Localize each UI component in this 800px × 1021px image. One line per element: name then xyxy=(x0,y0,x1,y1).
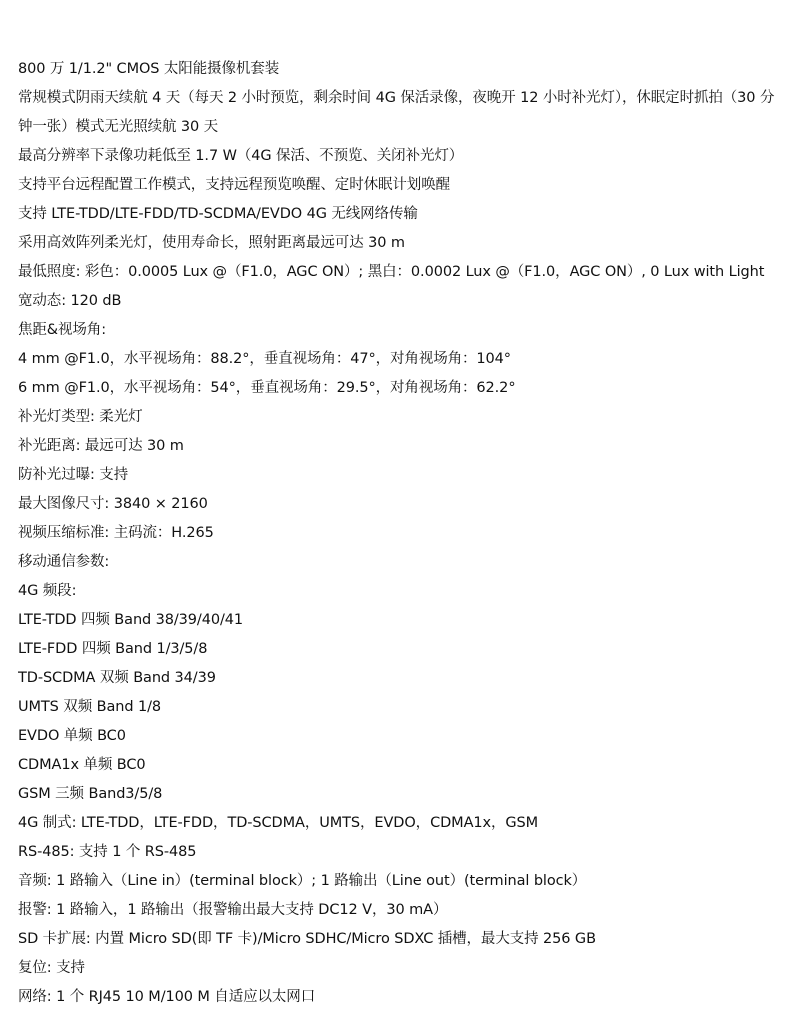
spec-line-title: 800 万 1/1.2" CMOS 太阳能摄像机套装 xyxy=(18,61,280,77)
spec-line-sd-card: SD 卡扩展: 内置 Micro SD(即 TF 卡)/Micro SDHC/Micro SDXC 插槽，最大支持 256 GB xyxy=(18,931,596,947)
spec-line-remote-config: 支持平台远程配置工作模式，支持远程预览唤醒、定时休眠计划唤醒 xyxy=(18,177,450,193)
spec-line-light: 采用高效阵列柔光灯，使用寿命长，照射距离最远可达 30 m xyxy=(18,235,405,251)
spec-line-focal-heading: 焦距&视场角: xyxy=(18,322,106,338)
spec-line-mobile-heading: 移动通信参数: xyxy=(18,554,110,570)
spec-line-battery-mode: 常规模式阴雨天续航 4 天（每天 2 小时预览，剩余时间 4G 保活录像，夜晚开 12 小时补光灯），休眠定时抓拍（30 分 xyxy=(18,90,775,106)
spec-line-wdr: 宽动态: 120 dB xyxy=(18,293,122,309)
spec-line-light-type: 补光灯类型: 柔光灯 xyxy=(18,409,143,425)
spec-line-min-illumination: 最低照度: 彩色：0.0005 Lux @（F1.0，AGC ON）; 黑白：0.0002 Lux @（F1.0，AGC ON）, 0 Lux with Light xyxy=(18,264,765,280)
spec-line-lte-fdd: LTE-FDD 四频 Band 1/3/5/8 xyxy=(18,641,208,657)
spec-line-light-distance: 补光距离: 最远可达 30 m xyxy=(18,438,184,454)
spec-line-lte-tdd: LTE-TDD 四频 Band 38/39/40/41 xyxy=(18,612,244,628)
spec-line-reset: 复位: 支持 xyxy=(18,960,85,976)
spec-line-max-resolution: 最大图像尺寸: 3840 × 2160 xyxy=(18,496,208,512)
spec-document xyxy=(18,55,800,1012)
spec-line-compression: 视频压缩标准: 主码流：H.265 xyxy=(18,525,214,541)
spec-line-anti-overexposure: 防补光过曝: 支持 xyxy=(18,467,129,483)
spec-line-focal-4mm: 4 mm @F1.0，水平视场角：88.2°，垂直视场角：47°，对角视场角：104° xyxy=(18,351,511,367)
spec-line-4g-transport: 支持 LTE-TDD/LTE-FDD/TD-SCDMA/EVDO 4G 无线网络传输 xyxy=(18,206,418,222)
spec-line-gsm: GSM 三频 Band3/5/8 xyxy=(18,786,163,802)
spec-line-power: 最高分辨率下录像功耗低至 1.7 W（4G 保活、不预览、关闭补光灯） xyxy=(18,148,464,164)
spec-line-4g-bands-heading: 4G 频段: xyxy=(18,583,77,599)
spec-line-battery-mode-cont: 钟一张）模式无光照续航 30 天 xyxy=(18,119,219,135)
spec-line-umts: UMTS 双频 Band 1/8 xyxy=(18,699,161,715)
spec-line-rs485: RS-485: 支持 1 个 RS-485 xyxy=(18,844,197,860)
spec-line-audio: 音频: 1 路输入（Line in）(terminal block）; 1 路输出（Line out）(terminal block） xyxy=(18,873,587,889)
spec-line-evdo: EVDO 单频 BC0 xyxy=(18,728,126,744)
spec-line-cdma1x: CDMA1x 单频 BC0 xyxy=(18,757,146,773)
spec-line-focal-6mm: 6 mm @F1.0，水平视场角：54°，垂直视场角：29.5°，对角视场角：62.2° xyxy=(18,380,516,396)
spec-line-td-scdma: TD-SCDMA 双频 Band 34/39 xyxy=(18,670,216,686)
spec-line-alarm: 报警: 1 路输入，1 路输出（报警输出最大支持 DC12 V，30 mA） xyxy=(18,902,448,918)
spec-line-network: 网络: 1 个 RJ45 10 M/100 M 自适应以太网口 xyxy=(18,989,316,1005)
spec-line-4g-standards: 4G 制式: LTE-TDD，LTE-FDD，TD-SCDMA，UMTS，EVDO，CDMA1x，GSM xyxy=(18,815,539,831)
